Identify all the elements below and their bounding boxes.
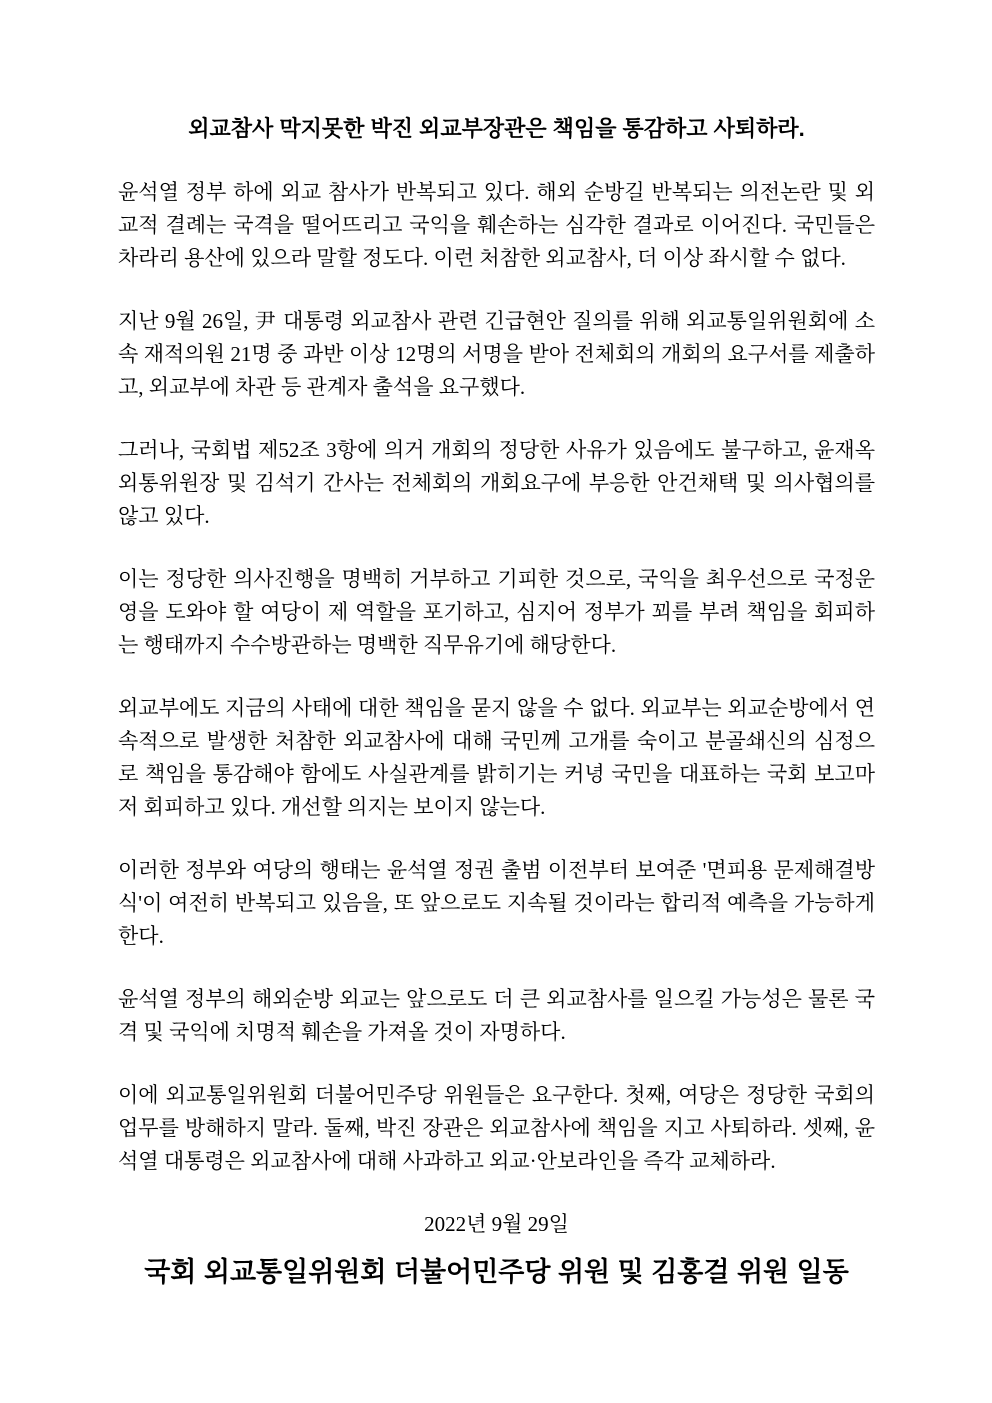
paragraph-4: 이는 정당한 의사진행을 명백히 거부하고 기피한 것으로, 국익을 최우선으로 국정운영을 도와야 할 여당이 제 역할을 포기하고, 심지어 정부가 꾀를 부려 책임을 회피하는 행태까지 수수방관하는 명백한 직무유기에 해당한다. (118, 567, 875, 657)
paragraph-8: 이에 외교통일위원회 더불어민주당 위원들은 요구한다. 첫째, 여당은 정당한 국회의 업무를 방해하지 말라. 둘째, 박진 장관은 외교참사에 책임을 지고 사퇴하라. 셋째, 윤석열 대통령은 외교참사에 대해 사과하고 외교·안보라인을 즉각 교체하라. (118, 1083, 875, 1173)
paragraph-2: 지난 9월 26일, 尹 대통령 외교참사 관련 긴급현안 질의를 위해 외교통일위원회에 소속 재적의원 21명 중 과반 이상 12명의 서명을 받아 전체회의 개회의 요구서를 제출하고, 외교부에 차관 등 관계자 출석을 요구했다. (118, 309, 875, 399)
document-signature: 국회 외교통일위원회 더불어민주당 위원 및 김홍걸 위원 일동 (144, 1257, 849, 1287)
paragraph-6: 이러한 정부와 여당의 행태는 윤석열 정권 출범 이전부터 보여준 '면피용 문제해결방식'이 여전히 반복되고 있음을, 또 앞으로도 지속될 것이라는 합리적 예측을 가능하게 한다. (118, 858, 875, 948)
document-title: 외교참사 막지못한 박진 외교부장관은 책임을 통감하고 사퇴하라. (188, 116, 805, 141)
paragraph-7: 윤석열 정부의 해외순방 외교는 앞으로도 더 큰 외교참사를 일으킬 가능성은 물론 국격 및 국익에 치명적 훼손을 가져올 것이 자명하다. (118, 987, 875, 1044)
paragraph-3: 그러나, 국회법 제52조 3항에 의거 개회의 정당한 사유가 있음에도 불구하고, 윤재옥 외통위원장 및 김석기 간사는 전체회의 개회요구에 부응한 안건채택 및 의사협의를 않고 있다. (118, 438, 875, 528)
paragraph-5: 외교부에도 지금의 사태에 대한 책임을 묻지 않을 수 없다. 외교부는 외교순방에서 연속적으로 발생한 처참한 외교참사에 대해 국민께 고개를 숙이고 분골쇄신의 심정으로 책임을 통감해야 함에도 사실관계를 밝히기는 커녕 국민을 대표하는 국회 보고마저 회피하고 있다. 개선할 의지는 보이지 않는다. (118, 696, 875, 819)
document-date: 2022년 9월 29일 (424, 1212, 569, 1236)
paragraph-1: 윤석열 정부 하에 외교 참사가 반복되고 있다. 해외 순방길 반복되는 의전논란 및 외교적 결례는 국격을 떨어뜨리고 국익을 훼손하는 심각한 결과로 이어진다. 국민들은 차라리 용산에 있으라 말할 정도다. 이런 처참한 외교참사, 더 이상 좌시할 수 없다. (118, 180, 875, 270)
